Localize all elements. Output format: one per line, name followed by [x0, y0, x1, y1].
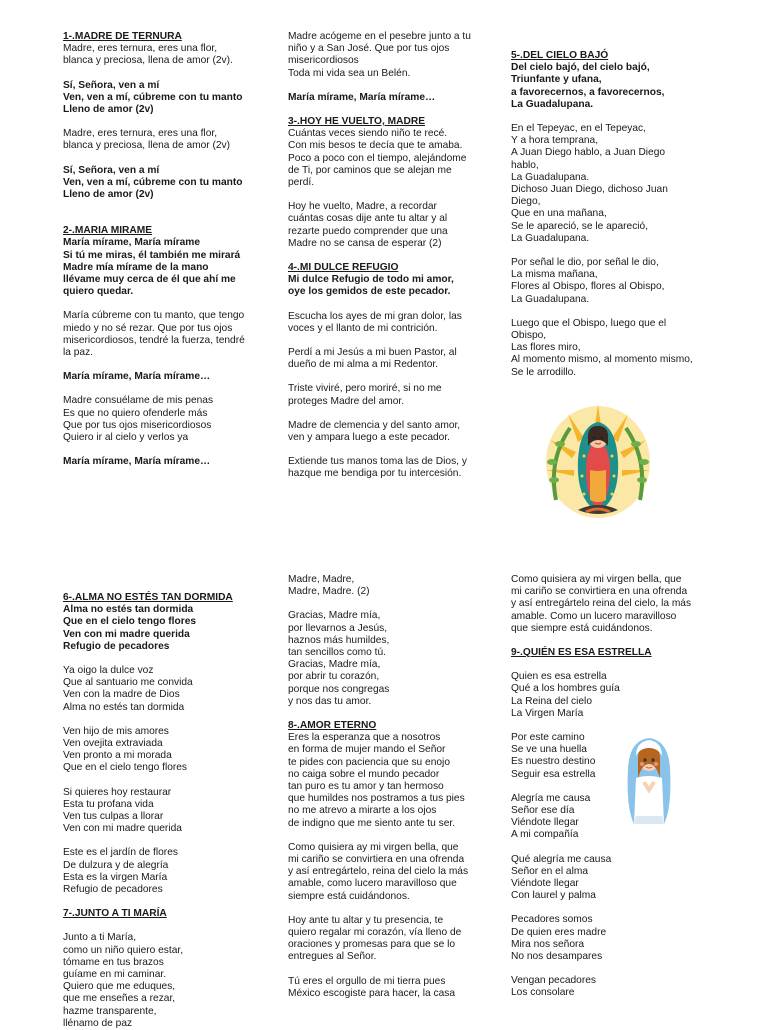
verse-text: Tú eres el orgullo de mi tierra pues México escogiste para hacer, la casa — [288, 975, 456, 999]
verse-text: Hoy ante tu altar y tu presencia, te quiero regalar mi corazón, vía lleno de oraciones y promesas para que se lo entregues al Señor. — [288, 914, 462, 963]
column-3-top — [511, 50, 736, 379]
verse-text: Alegría me causa Señor ese día Viéndote llegar A mi compañía — [511, 792, 591, 841]
verse-text: Extiende tus manos toma las de Dios, y hazque me bendiga por tu intercesión. — [288, 456, 467, 480]
song-title: 8-.AMOR ETERNO — [288, 720, 377, 732]
verse-text: Perdí a mi Jesús a mi buen Pastor, al dueño de mi alma a mi Redentor. — [288, 347, 457, 371]
verse-text: María cúbreme con tu manto, que tengo miedo y no sé rezar. Que por tus ojos misericordiosos, tendré la fuerza, tendré la paz. — [63, 310, 245, 359]
chorus-text: Mi dulce Refugio de todo mi amor, oye los gemidos de este pecador. — [288, 274, 454, 298]
spacer — [63, 896, 288, 908]
spacer — [63, 383, 288, 395]
chorus-text: Alma no estés tan dormida Que en el cielo tengo flores Ven con mi madre querida Refugio de pecadores — [63, 604, 197, 652]
chorus-text: María mírame, María mírame Si tú me miras, él también me mirará Madre mía mírame de la mano llévame muy cerca de él que ahí me quiero quedar. — [63, 237, 241, 298]
verse-text: Madre acógeme en el pesebre junto a tu niño y a San José. Que por tus ojos misericordiosos Toda mi vida sea un Belén. — [288, 31, 471, 79]
column-2-top — [288, 31, 513, 481]
spacer — [63, 835, 288, 847]
verse-text: Gracias, Madre mía, por llevarnos a Jesús, haznos más humildes, tan sencillos como tú. Gracias, Madre mía, por abrir tu corazón, porque nos congregas y nos das tu amor. — [288, 610, 390, 707]
song-title: 1-.MADRE DE TERNURA — [63, 31, 182, 42]
verse-text: Pecadores somos De quien eres madre Mira nos señora No nos desampares — [511, 914, 607, 963]
spacer — [63, 444, 288, 456]
spacer — [63, 68, 288, 80]
spacer — [63, 920, 288, 932]
spacer — [288, 104, 513, 116]
column-1-bottom — [63, 592, 288, 1030]
spacer — [288, 250, 513, 262]
spacer — [511, 111, 736, 123]
spacer — [63, 298, 288, 310]
verse-text: Madre consuélame de mis penas Es que no quiero ofenderle más Que por tus ojos misericordiosos Quiero ir al cielo y verlos ya — [63, 395, 214, 444]
verse-text: Como quisiera ay mi virgen bella, que mi cariño se convirtiera en una ofrenda y así entregártelo, reina del cielo la más amable, como lucero maravilloso que siempre está cuidándonos. — [288, 841, 469, 902]
spacer — [511, 245, 736, 257]
spacer — [288, 408, 513, 420]
song-title: 3-.HOY HE VUELTO, MADRE — [288, 116, 425, 128]
verse-text: En el Tepeyac, en el Tepeyac, Y a hora temprana, A Juan Diego hablo, a Juan Diego hablo, La Guadalupana. Dichoso Juan Diego, dichoso Juan Diego, Que en una mañana, Se le apareció, se le apareció, La Guadalupana. — [511, 123, 668, 244]
column-2-bottom — [288, 574, 513, 1000]
spacer — [288, 830, 513, 842]
spacer — [288, 299, 513, 311]
verse-text: Como quisiera ay mi virgen bella, que mi cariño se convirtiera en una ofrenda y así entregártelo reina del cielo, la más amable. Como un lucero maravilloso que siempre está cuidándonos. — [511, 574, 692, 634]
song-title: 5-.DEL CIELO BAJÓ — [511, 50, 609, 61]
virgin-of-guadalupe-illustration — [538, 400, 658, 520]
verse-text: Este es el jardín de flores De dulzura y de alegría Esta es la virgen María Refugio de pecadores — [63, 847, 178, 896]
spacer — [63, 359, 288, 371]
spacer — [288, 964, 513, 976]
spacer — [288, 708, 513, 720]
verse-text: Madre, Madre, Madre, Madre. (2) — [288, 574, 370, 598]
spacer — [511, 635, 736, 647]
verse-text: Ya oigo la dulce voz Que al santuario me convida Ven con la madre de Dios Alma no estés tan dormida — [63, 665, 193, 713]
spacer — [63, 201, 288, 213]
chorus-text: María mírame, María mírame… — [63, 371, 211, 383]
verse-text: Escucha los ayes de mi gran dolor, las voces y el llanto de mi contrición. — [288, 310, 462, 334]
chorus-text: Del cielo bajó, del cielo bajó, Triunfante y ufana, a favorecernos, a favorecernos, La Guadalupana. — [511, 62, 665, 110]
verse-text: Ven hijo de mis amores Ven ovejita extraviada Ven pronto a mi morada Que en el cielo tengo flores — [63, 725, 188, 774]
song-title: 4-.MI DULCE REFUGIO — [288, 262, 399, 274]
spacer — [288, 80, 513, 92]
chorus-text: Sí, Señora, ven a mí Ven, ven a mí, cúbreme con tu manto Lleno de amor (2v) — [63, 79, 243, 116]
spacer — [288, 598, 513, 610]
verse-text: Vengan pecadores Los consolare — [511, 975, 596, 999]
spacer — [511, 902, 736, 914]
verse-text: Eres la esperanza que a nosotros en forma de mujer mando el Señor te pides con paciencia que su enojo no caiga sobre el mundo pecador tan puro es tu amor y tan hermoso que humildes nos postramos a tus pies no me atrevo a mirarte a los ojos de indigno que me siento ante tu ser. — [288, 732, 465, 829]
spacer — [63, 116, 288, 128]
spacer — [288, 371, 513, 383]
verse-text: Triste viviré, pero moriré, si no me proteges Madre del amor. — [288, 383, 442, 407]
chorus-text: María mírame, María mírame… — [288, 91, 436, 103]
spacer — [511, 963, 736, 975]
spacer — [511, 659, 736, 671]
column-1-top — [63, 31, 288, 468]
song-title: 2-.MARIA MIRAME — [63, 225, 153, 237]
verse-text: Junto a ti María, como un niño quiero estar, tómame en tus brazos guíame en mi caminar. Quiero que me eduques, que me enseñes a rezar, hazme transparente, llénamo de paz — [63, 932, 184, 1029]
verse-text: Si quieres hoy restaurar Esta tu profana vida Ven tus culpas a llorar Ven con mi madre querida — [63, 786, 182, 835]
spacer — [63, 213, 288, 225]
song-title: 7-.JUNTO A TI MARÍA — [63, 908, 167, 920]
spacer — [288, 903, 513, 915]
spacer — [63, 653, 288, 665]
spacer — [511, 842, 736, 854]
verse-text: Hoy he vuelto, Madre, a recordar cuántas cosas dije ante tu altar y al rezarte puedo comprender que una Madre no se cansa de esperar (2) — [288, 201, 448, 249]
chorus-text: María mírame, María mírame… — [63, 456, 211, 468]
spacer — [63, 775, 288, 787]
chorus-text: Sí, Señora, ven a mí Ven, ven a mí, cúbreme con tu manto Lleno de amor (2v) — [63, 164, 243, 201]
verse-text: Madre, eres ternura, eres una flor, blanca y preciosa, llena de amor (2v). — [63, 43, 233, 67]
verse-text: Luego que el Obispo, luego que el Obispo, Las flores miro, Al momento mismo, al momento mismo, Se le arrodillo. — [511, 317, 693, 378]
verse-text: Qué alegría me causa Señor en el alma Viéndote llegar Con laurel y palma — [511, 853, 612, 902]
spacer — [288, 444, 513, 456]
verse-text: Quien es esa estrella Qué a los hombres guía La Reina del cielo La Virgen María — [511, 671, 620, 719]
verse-text: Cuántas veces siendo niño te recé. Con mis besos te decía que te amaba. Poco a poco con el tiempo, alejándome de Ti, por caminos que se alejan me perdí. — [288, 128, 467, 189]
spacer — [63, 714, 288, 726]
verse-text: Madre, eres ternura, eres una flor, blanca y preciosa, llena de amor (2v) — [63, 128, 231, 152]
spacer — [511, 306, 736, 318]
song-title: 6-.ALMA NO ESTÉS TAN DORMIDA — [63, 592, 233, 603]
spacer — [288, 335, 513, 347]
spacer — [63, 153, 288, 165]
verse-text: Por señal le dio, por señal le dio, La misma mañana, Flores al Obispo, flores al Obispo, La Guadalupana. — [511, 257, 665, 305]
spacer — [288, 189, 513, 201]
verse-text: Madre de clemencia y del santo amor, ven y ampara luego a este pecador. — [288, 419, 461, 444]
song-title: 9-.QUIÉN ES ESA ESTRELLA — [511, 647, 652, 659]
verse-text: Por este camino Se ve una huella Es nuestro destino Seguir esa estrella — [511, 732, 596, 780]
virgin-mary-illustration — [614, 728, 684, 828]
